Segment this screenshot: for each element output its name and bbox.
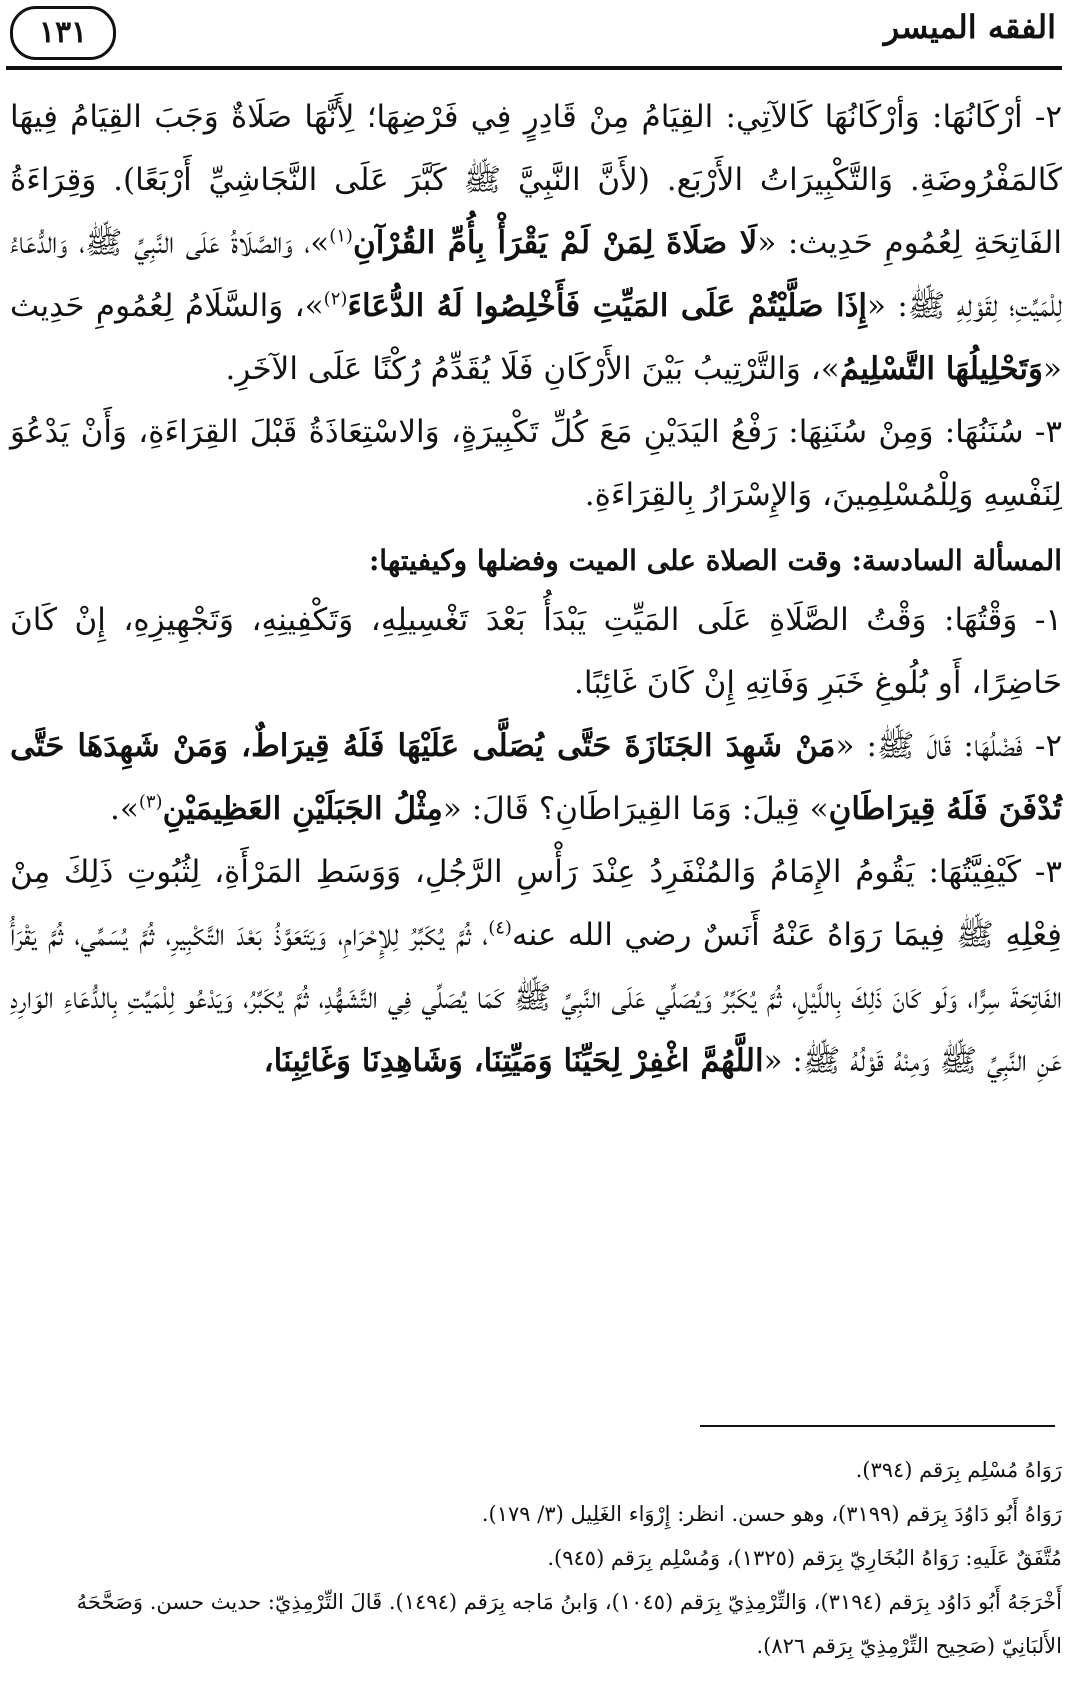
hadith-quote: لَا صَلَاةَ لِمَنْ لَمْ يَقْرَأْ بِأُمِّ القُرْآنِ: [352, 225, 758, 261]
hadith-quote: مِثْلُ الجَبَلَيْنِ العَظِيمَيْنِ: [162, 791, 443, 827]
page-header: [6, 6, 1062, 70]
paragraph-sunan: ٣- سُنَنُهَا: وَمِنْ سُنَنِهَا: رَفْعُ اليَدَيْنِ مَعَ كُلِّ تَكْبِيرَةٍ، وَالاسْتِعَاذَةُ قَبْلَ القِرَاءَةِ، وَأَنْ يَدْعُوَ لِنَفْسِهِ وَلِلْمُسْلِمِينَ، وَالإِسْرَارُ بِالقِرَاءَةِ.: [10, 414, 1062, 513]
kayf-text-1: ٣- كَيْفِيَّتُهَا: يَقُومُ الإِمَامُ وَالمُنْفَرِدُ عِنْدَ رَأْسِ الرَّجُلِ، وَوَسَطِ المَرْأَةِ، لِثُبُوتِ ذَلِكَ مِنْ فِعْلِهِ ﷺ فِيمَا رَوَاهُ عَنْهُ أَنَسٌ رضي الله عنه: [10, 854, 1062, 953]
fadl-text-2: » قِيلَ: وَمَا القِيرَاطَانِ؟ قَالَ: «: [442, 791, 829, 827]
hadith-quote: مَنْ شَهِدَ الجَنَازَةَ حَتَّى يُصَلَّى عَلَيْهَا فَلَهُ قِيرَاطٌ، وَمَنْ شَهِدَهَا حَتَّى تُدْفَنَ فَلَهُ قِيرَاطَانِ: [10, 728, 1062, 827]
paragraph-waqt: ١- وَقْتُهَا: وَقْتُ الصَّلَاةِ عَلَى المَيِّتِ يَبْدَأُ بَعْدَ تَغْسِيلِهِ، وَتَكْفِينِهِ، وَتَجْهِيزِهِ، إِنْ كَانَ حَاضِرًا، أَو بُلُوغِ خَبَرِ وَفَاتِهِ إِنْ كَانَ غَائِبًا.: [10, 602, 1062, 701]
fadl-text-1: ٢- فَضْلُهَا: قَالَ ﷺ: «: [835, 728, 1062, 764]
book-title: الفقه الميسر: [883, 8, 1056, 46]
arkan-text-1: ٢- أرْكَانُهَا: وَأرْكَانُهَا كَالآتِي: القِيَامُ مِنْ قَادِرٍ فِي فَرْضِهَا؛ لِأَنَّهَا صَلَاةٌ وَجَبَ القِيَامُ فِيهَا كَالمَفْرُوضَةِ. وَالتَّكْبِيرَاتُ الأَرْبَع. (لأَنَّ النَّبِيَّ ﷺ كَبَّرَ عَلَى النَّجَاشِيِّ أَرْبَعًا). وَقِرَاءَةُ الفَاتِحَةِ لِعُمُومِ حَدِيث: «: [10, 99, 1063, 261]
paragraph-fadl: [10, 715, 1062, 841]
arkan-text-4: »، وَالتَّرْتِيبُ بَيْنَ الأَرْكَانِ فَلَا يُقَدِّمُ رُكْنًا عَلَى الآخَرِ.: [225, 351, 840, 387]
footnote-item: مُتَّفَقٌ عَلَيهِ: رَوَاهُ البُخَارِيّ بِرَقم (١٣٢٥)، وَمُسْلِم بِرَقم (٩٤٥).: [547, 1546, 1062, 1570]
paragraph-kayfiyya: [10, 841, 1062, 1093]
footnote-item: أَخْرَجَهُ أَبُو دَاوُد بِرَقم (٣١٩٤)، وَالتِّرْمِذِيّ بِرَقم (١٠٤٥)، وَابنُ مَاجه بِرَقم (١٤٩٤). قَالَ التِّرْمِذِيّ: حديث حسن. وَصَحَّحَهُ الأَلبَانِيّ (صَحِيح التِّرْمِذِيّ بِرَقم ٨٢٦).: [76, 1590, 1062, 1658]
kayf-text-2: ، ثُمَّ يُكَبِّرُ لِلإِحْرَامِ، وَيَتَعَوَّذُ بَعْدَ التَّكْبِيرِ، ثُمَّ يُسَمِّي، ثُمَّ يَقْرَأُ الفَاتِحَةَ سِرًّا، وَلَو كَانَ ذَلِكَ بِاللَّيْلِ، ثُمَّ يُكَبِّرُ وَيُصَلِّي عَلَى النَّبِيِّ ﷺ كَمَا يُصَلِّي فِي التَّشَهُّدِ، ثُمَّ يُكَبِّرُ، وَيَدْعُو لِلْمَيِّتِ بِالدُّعَاءِ الوَارِدِ عَنِ النَّبِيِّ ﷺ وَمِنْهُ قَوْلُهُ ﷺ: «: [10, 917, 1062, 1079]
hadith-quote: اللَّهُمَّ اغْفِرْ لِحَيِّنَا وَمَيِّتِنَا، وَشَاهِدِنَا وَغَائِبِنَا،: [263, 1043, 764, 1079]
hadith-quote: إِذَا صَلَّيْتُمْ عَلَى المَيِّتِ فَأَخْلِصُوا لَهُ الدُّعَاءَ: [347, 288, 868, 324]
footnote-ref[interactable]: (٢): [323, 288, 348, 310]
footnote-ref[interactable]: (٣): [138, 791, 163, 813]
footnotes: [10, 1448, 1062, 1668]
main-text: [10, 86, 1062, 1093]
paragraph-arkan: [10, 86, 1062, 401]
hadith-quote: وَتَحْلِيلُهَا التَّسْلِيمُ: [839, 351, 1044, 387]
footnote-item: رَوَاهُ أَبُو دَاوُدَ بِرَقم (٣١٩٩)، وهو حسن. انظر: إِرْوَاء الغَلِيل (٣/ ١٧٩).: [481, 1502, 1062, 1526]
arkan-text-2: »، وَالصَّلَاةُ عَلَى النَّبِيِّ ﷺ، وَالدُّعَاءُ لِلْمَيِّتِ؛ لِقَوْلِهِ ﷺ: «: [10, 225, 1062, 324]
page-number: ١٣١: [10, 6, 116, 60]
footnote-ref[interactable]: (٤): [488, 917, 512, 939]
footnote-divider: [700, 1425, 1055, 1427]
fadl-text-3: ».: [110, 791, 139, 827]
footnote-item: رَوَاهُ مُسْلِم بِرَقم (٣٩٤).: [855, 1458, 1062, 1482]
footnote-ref[interactable]: (١): [329, 225, 353, 247]
arkan-text-3: »، وَالسَّلَامُ لِعُمُومِ حَدِيث «: [10, 288, 1062, 387]
section-heading: المسألة السادسة: وقت الصلاة على الميت وفضلها وكيفيتها:: [368, 544, 1062, 577]
